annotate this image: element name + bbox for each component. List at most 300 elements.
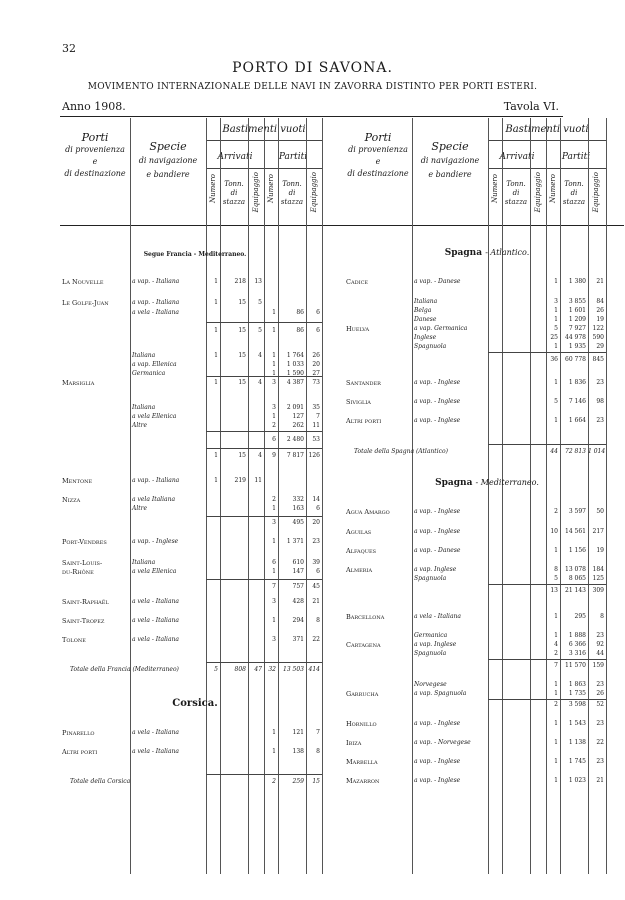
- table-header: [60, 118, 344, 226]
- header-specie-title: Specie: [149, 140, 187, 153]
- value-pn: 1: [272, 370, 276, 377]
- value-pe: 122: [592, 325, 604, 332]
- value-pt: 11 570: [565, 662, 586, 669]
- navigation-type: a vap. - Italiana: [132, 278, 180, 285]
- value-pe: 19: [596, 547, 604, 554]
- value-pt: 1 601: [568, 307, 586, 314]
- navigation-type: Altre: [132, 505, 148, 512]
- section-heading: Segue Francia - Mediterraneo.: [143, 251, 247, 258]
- value-pe: 35: [312, 404, 320, 411]
- value-pe: 845: [592, 356, 604, 363]
- value-pt: 1 138: [568, 739, 586, 746]
- header-partiti: Partiti: [561, 152, 591, 162]
- total-row: [60, 666, 344, 676]
- subtotal-rule: [206, 774, 322, 775]
- value-pn: 7: [554, 662, 558, 669]
- value-pn: 3: [272, 598, 276, 605]
- page-number: 32: [62, 42, 76, 55]
- table-row: [344, 398, 624, 408]
- value-pn: 2: [554, 650, 558, 657]
- top-rule: [60, 116, 563, 117]
- value-pe: 217: [592, 528, 604, 535]
- value-pe: 6: [316, 309, 320, 316]
- port-name: Le Golfe-Juan: [62, 299, 109, 307]
- navigation-type: Danese: [414, 316, 437, 323]
- value-pn: 6: [272, 436, 276, 443]
- value-pt: 7 146: [568, 398, 586, 405]
- value-pt: 13 503: [283, 666, 304, 673]
- navigation-type: a vela Italiana: [132, 496, 176, 503]
- value-pn: 1: [272, 617, 276, 624]
- subtotal-rule: [206, 516, 322, 517]
- value-pt: 8 065: [568, 575, 586, 582]
- value-pe: 22: [596, 739, 604, 746]
- navigation-type: a vap. Inglese: [414, 566, 457, 573]
- value-pt: 757: [292, 583, 304, 590]
- navigation-type: a vap. Ellenica: [132, 361, 177, 368]
- page-title: PORTO DI SAVONA.: [232, 60, 393, 76]
- value-pe: 8: [316, 617, 320, 624]
- value-pe: 14: [312, 496, 320, 503]
- value-pt: 121: [292, 729, 304, 736]
- value-pe: 23: [596, 681, 604, 688]
- port-name: Nizza: [62, 496, 81, 504]
- section-subtitle: - Atlantico.: [485, 248, 530, 257]
- navigation-type: a vela - Italiana: [414, 613, 461, 620]
- value-pt: 332: [292, 496, 304, 503]
- port-name: Ibiza: [346, 739, 362, 747]
- navigation-type: Norvegese: [414, 681, 447, 688]
- value-pe: 126: [308, 452, 320, 459]
- header-equipaggio: Equipaggio: [310, 172, 318, 213]
- port-name: Huelva: [346, 325, 370, 333]
- value-pt: 1 735: [568, 690, 586, 697]
- navigation-type: a vap. - Inglese: [414, 758, 461, 765]
- value-pe: 45: [312, 583, 320, 590]
- header-numero: Numero: [491, 174, 499, 203]
- value-pe: 26: [596, 307, 604, 314]
- value-pt: 294: [292, 617, 304, 624]
- value-pn: 1: [272, 309, 276, 316]
- value-pt: 86: [296, 327, 304, 334]
- table-row: [344, 379, 624, 389]
- value-pe: 590: [592, 334, 604, 341]
- value-pe: 184: [592, 566, 604, 573]
- value-pt: 1 664: [568, 417, 586, 424]
- value-pn: 1: [554, 681, 558, 688]
- value-pe: 19: [596, 316, 604, 323]
- table-row: [60, 617, 344, 627]
- table-row: [344, 278, 624, 288]
- header-specie-sub2: e bandiere: [146, 170, 190, 179]
- value-pt: 138: [292, 748, 304, 755]
- value-ae: 5: [258, 327, 262, 334]
- header-equipaggio: Equipaggio: [534, 172, 542, 213]
- navigation-type: Italiana: [132, 404, 156, 411]
- value-pt: 21 143: [565, 587, 586, 594]
- table-row: [344, 508, 624, 518]
- table-row: [60, 519, 344, 529]
- value-pt: 262: [292, 422, 304, 429]
- table-row: [60, 583, 344, 593]
- header-specie-sub2: e bandiere: [428, 170, 472, 179]
- value-pn: 36: [550, 356, 558, 363]
- value-pt: 2 480: [286, 436, 304, 443]
- value-pe: 11: [312, 422, 320, 429]
- value-pn: 4: [554, 641, 558, 648]
- table-row: [60, 327, 344, 337]
- table-row: [60, 436, 344, 446]
- table-row: [344, 720, 624, 730]
- value-pt: 1 863: [568, 681, 586, 688]
- value-pn: 1: [272, 413, 276, 420]
- table-row: [60, 278, 344, 288]
- navigation-type: Belga: [414, 307, 432, 314]
- total-label: Totale della Spagna (Atlantico): [354, 448, 448, 455]
- navigation-type: a vela - Italiana: [132, 729, 179, 736]
- value-pn: 1: [554, 417, 558, 424]
- port-name: Port-Vendres: [62, 538, 107, 546]
- year-label: Anno 1908.: [62, 100, 126, 113]
- value-an: 1: [214, 327, 218, 334]
- navigation-type: a vap. - Inglese: [414, 528, 461, 535]
- navigation-type: a vap. - Inglese: [414, 720, 461, 727]
- table-row: [344, 662, 624, 672]
- value-pe: 21: [312, 598, 320, 605]
- value-pe: 39: [312, 559, 320, 566]
- value-pt: 1 380: [568, 278, 586, 285]
- value-pe: 6: [316, 327, 320, 334]
- value-pn: 2: [272, 422, 276, 429]
- value-pe: 21: [596, 777, 604, 784]
- port-name: Marbella: [346, 758, 378, 766]
- port-name: Mentone: [62, 477, 93, 485]
- table-row: [344, 739, 624, 749]
- page-subtitle: MOVIMENTO INTERNAZIONALE DELLE NAVI IN ZAVORRA DISTINTO PER PORTI ESTERI.: [87, 82, 538, 92]
- value-pe: 23: [596, 379, 604, 386]
- port-name: Agua Amargo: [346, 508, 390, 516]
- value-pn: 1: [554, 720, 558, 727]
- header-numero: Numero: [267, 174, 275, 203]
- navigation-type: Inglese: [414, 334, 437, 341]
- table-row: [344, 701, 624, 711]
- value-an: 1: [214, 299, 218, 306]
- navigation-type: Italiana: [132, 559, 156, 566]
- navigation-type: a vap. - Italiana: [132, 299, 180, 306]
- navigation-type: a vap. - Norvegese: [414, 739, 471, 746]
- navigation-type: a vela - Italiana: [132, 309, 179, 316]
- port-name: Saint-Tropez: [62, 617, 105, 625]
- value-at: 15: [238, 452, 246, 459]
- value-pe: 50: [596, 508, 604, 515]
- value-pt: 3 316: [568, 650, 586, 657]
- value-at: 15: [238, 379, 246, 386]
- value-pe: 84: [596, 298, 604, 305]
- header-porti-sub3: di destinazione: [347, 169, 409, 178]
- value-pt: 127: [292, 413, 304, 420]
- value-ae: 13: [254, 278, 262, 285]
- subtotal-rule: [488, 584, 606, 585]
- port-name: Alfaques: [346, 547, 377, 555]
- value-at: 15: [238, 299, 246, 306]
- header-specie: [412, 140, 488, 182]
- subtotal-rule: [206, 448, 322, 449]
- value-pn: 1: [554, 343, 558, 350]
- header-porti-sub3: di destinazione: [64, 169, 126, 178]
- value-pe: 23: [596, 758, 604, 765]
- header-equipaggio: Equipaggio: [592, 172, 600, 213]
- value-pt: 1 023: [568, 777, 586, 784]
- port-name: Marsiglia: [62, 379, 95, 387]
- port-name: Mazarron: [346, 777, 380, 785]
- value-pe: 22: [312, 636, 320, 643]
- value-pt: 147: [292, 568, 304, 575]
- value-pt: 2 091: [286, 404, 304, 411]
- port-name: Altri porti: [62, 748, 98, 756]
- header-porti-sub2: e: [375, 157, 381, 166]
- table-row: [60, 452, 344, 462]
- port-name: Aguilas: [346, 528, 372, 536]
- value-pt: 371: [292, 636, 304, 643]
- value-pt: 1 543: [568, 720, 586, 727]
- value-pn: 1: [554, 758, 558, 765]
- value-pn: 32: [268, 666, 276, 673]
- header-porti-sub2: e: [92, 157, 98, 166]
- port-name: Barcellona: [346, 613, 385, 621]
- value-an: 1: [214, 477, 218, 484]
- value-pe: 98: [596, 398, 604, 405]
- value-pn: 8: [554, 566, 558, 573]
- header-tonnellate: Tonn. di stazza: [280, 180, 304, 206]
- value-pe: 414: [308, 666, 320, 673]
- table-row: [60, 538, 344, 548]
- value-pt: 1 745: [568, 758, 586, 765]
- value-an: 1: [214, 352, 218, 359]
- header-numero: Numero: [209, 174, 217, 203]
- port-name: Hornillo: [346, 720, 377, 728]
- value-pt: 3 597: [568, 508, 586, 515]
- table-row: [60, 568, 344, 578]
- value-ae: 11: [254, 477, 262, 484]
- header-specie-sub1: di navigazione: [420, 156, 480, 165]
- table-row: [60, 636, 344, 646]
- value-an: 1: [214, 379, 218, 386]
- value-pe: 8: [600, 613, 604, 620]
- value-an: 1: [214, 278, 218, 285]
- value-pe: 92: [596, 641, 604, 648]
- table-row: [344, 587, 624, 597]
- subtotal-rule: [206, 322, 322, 323]
- table-row: [60, 748, 344, 758]
- value-pn: 1: [554, 613, 558, 620]
- navigation-type: a vap. - Inglese: [414, 379, 461, 386]
- port-name: Altri porti: [346, 417, 382, 425]
- navigation-type: Spagnuola: [414, 650, 447, 657]
- value-pn: 3: [272, 404, 276, 411]
- table-header: [344, 118, 624, 226]
- navigation-type: a vap. - Inglese: [414, 398, 461, 405]
- value-at: 15: [238, 327, 246, 334]
- navigation-type: a vela - Italiana: [132, 617, 179, 624]
- value-pn: 5: [554, 398, 558, 405]
- table-row: [60, 729, 344, 739]
- header-porti: [344, 132, 412, 180]
- header-specie: [130, 140, 206, 182]
- subtotal-rule: [206, 662, 322, 663]
- value-pn: 2: [554, 701, 558, 708]
- value-pn: 1: [554, 278, 558, 285]
- port-name: Cadice: [346, 278, 369, 286]
- table-row: [344, 777, 624, 787]
- value-pt: 86: [296, 309, 304, 316]
- value-ae: 47: [254, 666, 262, 673]
- navigation-type: a vap. - Danese: [414, 547, 461, 554]
- header-bastimenti: Bastimenti vuoti: [505, 124, 589, 135]
- value-pt: 1 836: [568, 379, 586, 386]
- subtotal-rule: [488, 699, 606, 700]
- navigation-type: a vela - Italiana: [132, 636, 179, 643]
- navigation-type: a vela - Italiana: [132, 748, 179, 755]
- value-pt: 14 561: [565, 528, 586, 535]
- port-name: Siviglia: [346, 398, 371, 406]
- table-row: [344, 528, 624, 538]
- navigation-type: a vela Ellenica: [132, 413, 177, 420]
- value-an: 5: [214, 666, 218, 673]
- header-partiti: Partiti: [278, 152, 308, 162]
- value-pn: 44: [550, 448, 558, 455]
- value-pe: 23: [596, 632, 604, 639]
- value-ae: 4: [258, 352, 262, 359]
- navigation-type: Spagnuola: [414, 343, 447, 350]
- value-pn: 10: [550, 528, 558, 535]
- header-tonnellate: Tonn. di stazza: [562, 180, 586, 206]
- subtotal-rule: [488, 352, 606, 353]
- table-number: Tavola VI.: [503, 100, 559, 113]
- value-pt: 1 033: [286, 361, 304, 368]
- navigation-type: a vap. Spagnuola: [414, 690, 467, 697]
- navigation-type: a vap. Inglese: [414, 641, 457, 648]
- navigation-type: Germanica: [414, 632, 448, 639]
- value-pn: 6: [272, 559, 276, 566]
- table-row: [60, 505, 344, 515]
- value-pn: 2: [554, 508, 558, 515]
- value-pn: 1: [272, 729, 276, 736]
- left-table: [60, 118, 344, 874]
- value-pe: 23: [596, 417, 604, 424]
- value-pe: 26: [312, 352, 320, 359]
- value-pe: 44: [596, 650, 604, 657]
- value-pe: 21: [596, 278, 604, 285]
- subtotal-rule: [206, 376, 322, 377]
- value-ae: 4: [258, 452, 262, 459]
- navigation-type: a vap. - Inglese: [414, 508, 461, 515]
- value-pe: 26: [596, 690, 604, 697]
- navigation-type: a vap. - Italiana: [132, 477, 180, 484]
- value-pe: 52: [596, 701, 604, 708]
- value-pt: 7 927: [568, 325, 586, 332]
- value-pn: 2: [272, 778, 276, 785]
- value-pn: 1: [554, 307, 558, 314]
- section-heading-mediterraneo: [412, 478, 562, 488]
- value-pn: 1: [554, 777, 558, 784]
- value-pt: 1 888: [568, 632, 586, 639]
- navigation-type: Italiana: [132, 352, 156, 359]
- port-name: Pinarello: [62, 729, 95, 737]
- right-table: [344, 118, 624, 874]
- section-subtitle: - Mediterraneo.: [475, 478, 539, 487]
- value-pn: 1: [272, 505, 276, 512]
- value-pn: 1: [554, 379, 558, 386]
- navigation-type: Spagnuola: [414, 575, 447, 582]
- value-pe: 6: [316, 505, 320, 512]
- header-porti: [60, 132, 130, 180]
- header-bastimenti: Bastimenti vuoti: [222, 124, 306, 135]
- value-pe: 23: [596, 720, 604, 727]
- navigation-type: a vap. Germanica: [414, 325, 468, 332]
- header-specie-sub1: di navigazione: [138, 156, 198, 165]
- port-name: Saint-Louis-: [62, 559, 103, 567]
- value-pt: 610: [292, 559, 304, 566]
- value-pn: 25: [550, 334, 558, 341]
- section-title: Spagna: [444, 248, 483, 258]
- value-at: 219: [234, 477, 246, 484]
- table-row: [60, 309, 344, 319]
- value-pn: 3: [272, 636, 276, 643]
- value-pt: 4 387: [286, 379, 304, 386]
- table-row: [344, 758, 624, 768]
- value-pn: 5: [554, 575, 558, 582]
- value-ae: 4: [258, 379, 262, 386]
- subtotal-rule: [488, 444, 606, 445]
- header-arrivati: Arrivati: [217, 152, 253, 162]
- value-pt: 72 813: [565, 448, 586, 455]
- value-pe: 309: [592, 587, 604, 594]
- value-ae: 5: [258, 299, 262, 306]
- navigation-type: Altre: [132, 422, 148, 429]
- value-pe: 23: [312, 538, 320, 545]
- value-pn: 9: [272, 452, 276, 459]
- value-pe: 29: [596, 343, 604, 350]
- port-name: Garrucha: [346, 690, 379, 698]
- table-row: [344, 356, 624, 366]
- value-pe: 125: [592, 575, 604, 582]
- value-pt: 295: [574, 613, 586, 620]
- header-tonnellate: Tonn. di stazza: [504, 180, 528, 206]
- value-pt: 44 978: [565, 334, 586, 341]
- value-pe: 20: [312, 361, 320, 368]
- table-row: [344, 547, 624, 557]
- value-pt: 495: [292, 519, 304, 526]
- value-pt: 1 156: [568, 547, 586, 554]
- header-tonnellate: Tonn. di stazza: [222, 180, 246, 206]
- section-heading-corsica: Corsica.: [172, 698, 218, 709]
- header-porti-sub1: di provenienza: [65, 145, 125, 154]
- value-pe: 7: [316, 729, 320, 736]
- value-pn: 5: [554, 325, 558, 332]
- port-name: Tolone: [62, 636, 86, 644]
- table-row: [344, 613, 624, 623]
- header-numero: Numero: [549, 174, 557, 203]
- value-pn: 1: [272, 327, 276, 334]
- port-name: Almeria: [346, 566, 373, 574]
- value-pn: 1: [272, 748, 276, 755]
- navigation-type: a vap. - Danese: [414, 278, 461, 285]
- value-pn: 1: [554, 739, 558, 746]
- section-heading-atlantico: [412, 248, 562, 258]
- value-pt: 1 590: [286, 370, 304, 377]
- value-pt: 6 366: [568, 641, 586, 648]
- value-pt: 1 371: [286, 538, 304, 545]
